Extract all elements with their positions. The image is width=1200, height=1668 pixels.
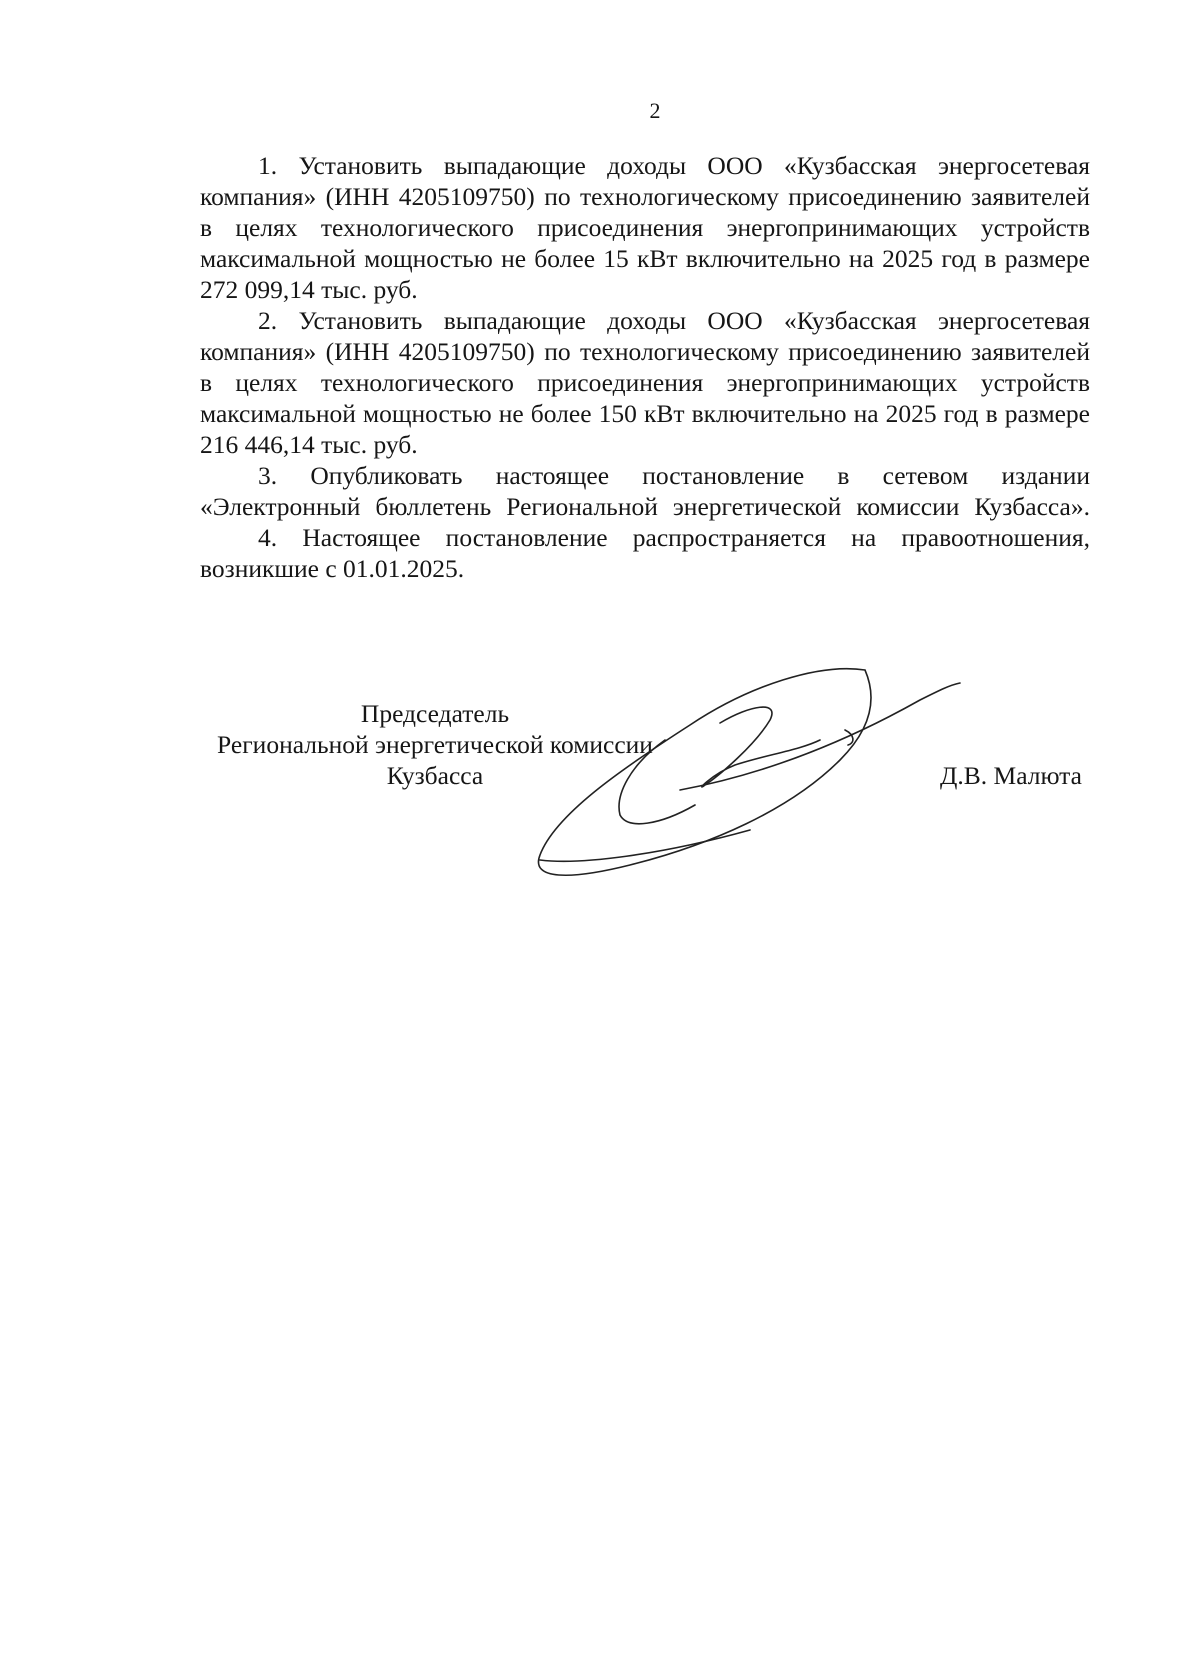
paragraph-4: 4. Настоящее постановление распространяется на правоотношения, возникшие с 01.01.2025.	[200, 523, 1090, 583]
document-body	[200, 150, 1090, 584]
signature-stroke-zigzag	[702, 707, 820, 787]
page-number: 2	[649, 98, 661, 123]
signature-stroke-tail	[680, 683, 960, 790]
signature-stroke-inner-loop	[619, 740, 695, 824]
signatory-title-line-1: Председатель	[360, 699, 510, 728]
handwritten-signature	[520, 665, 1000, 895]
paragraph-2: 2. Установить выпадающие доходы ООО «Кузбасская энергосетевая компания» (ИНН 4205109750) по технологическому присоединению заявителей в целях технологического присоединения энергопринимающих устройств максимальной мощностью не более 150 кВт включительно на 2025 год в размере 216 446,14 тыс. руб.	[200, 306, 1090, 459]
paragraph-1: 1. Установить выпадающие доходы ООО «Кузбасская энергосетевая компания» (ИНН 4205109750) по технологическому присоединению заявителей в целях технологического присоединения энергопринимающих устройств максимальной мощностью не более 15 кВт включительно на 2025 год в размере 272 099,14 тыс. руб.	[200, 151, 1090, 304]
signature-stroke-outer-loop	[538, 669, 871, 876]
signer-name: Д.В. Малюта	[940, 761, 1082, 790]
signatory-title-line-3: Кузбасса	[386, 761, 484, 790]
signatory-title-line-2: Региональной энергетической комиссии	[217, 730, 653, 759]
paragraph-3: 3. Опубликовать настоящее постановление в сетевом издании «Электронный бюллетень Региональной энергетической комиссии Кузбасса».	[200, 461, 1090, 521]
signature-stroke-underline	[540, 830, 750, 861]
